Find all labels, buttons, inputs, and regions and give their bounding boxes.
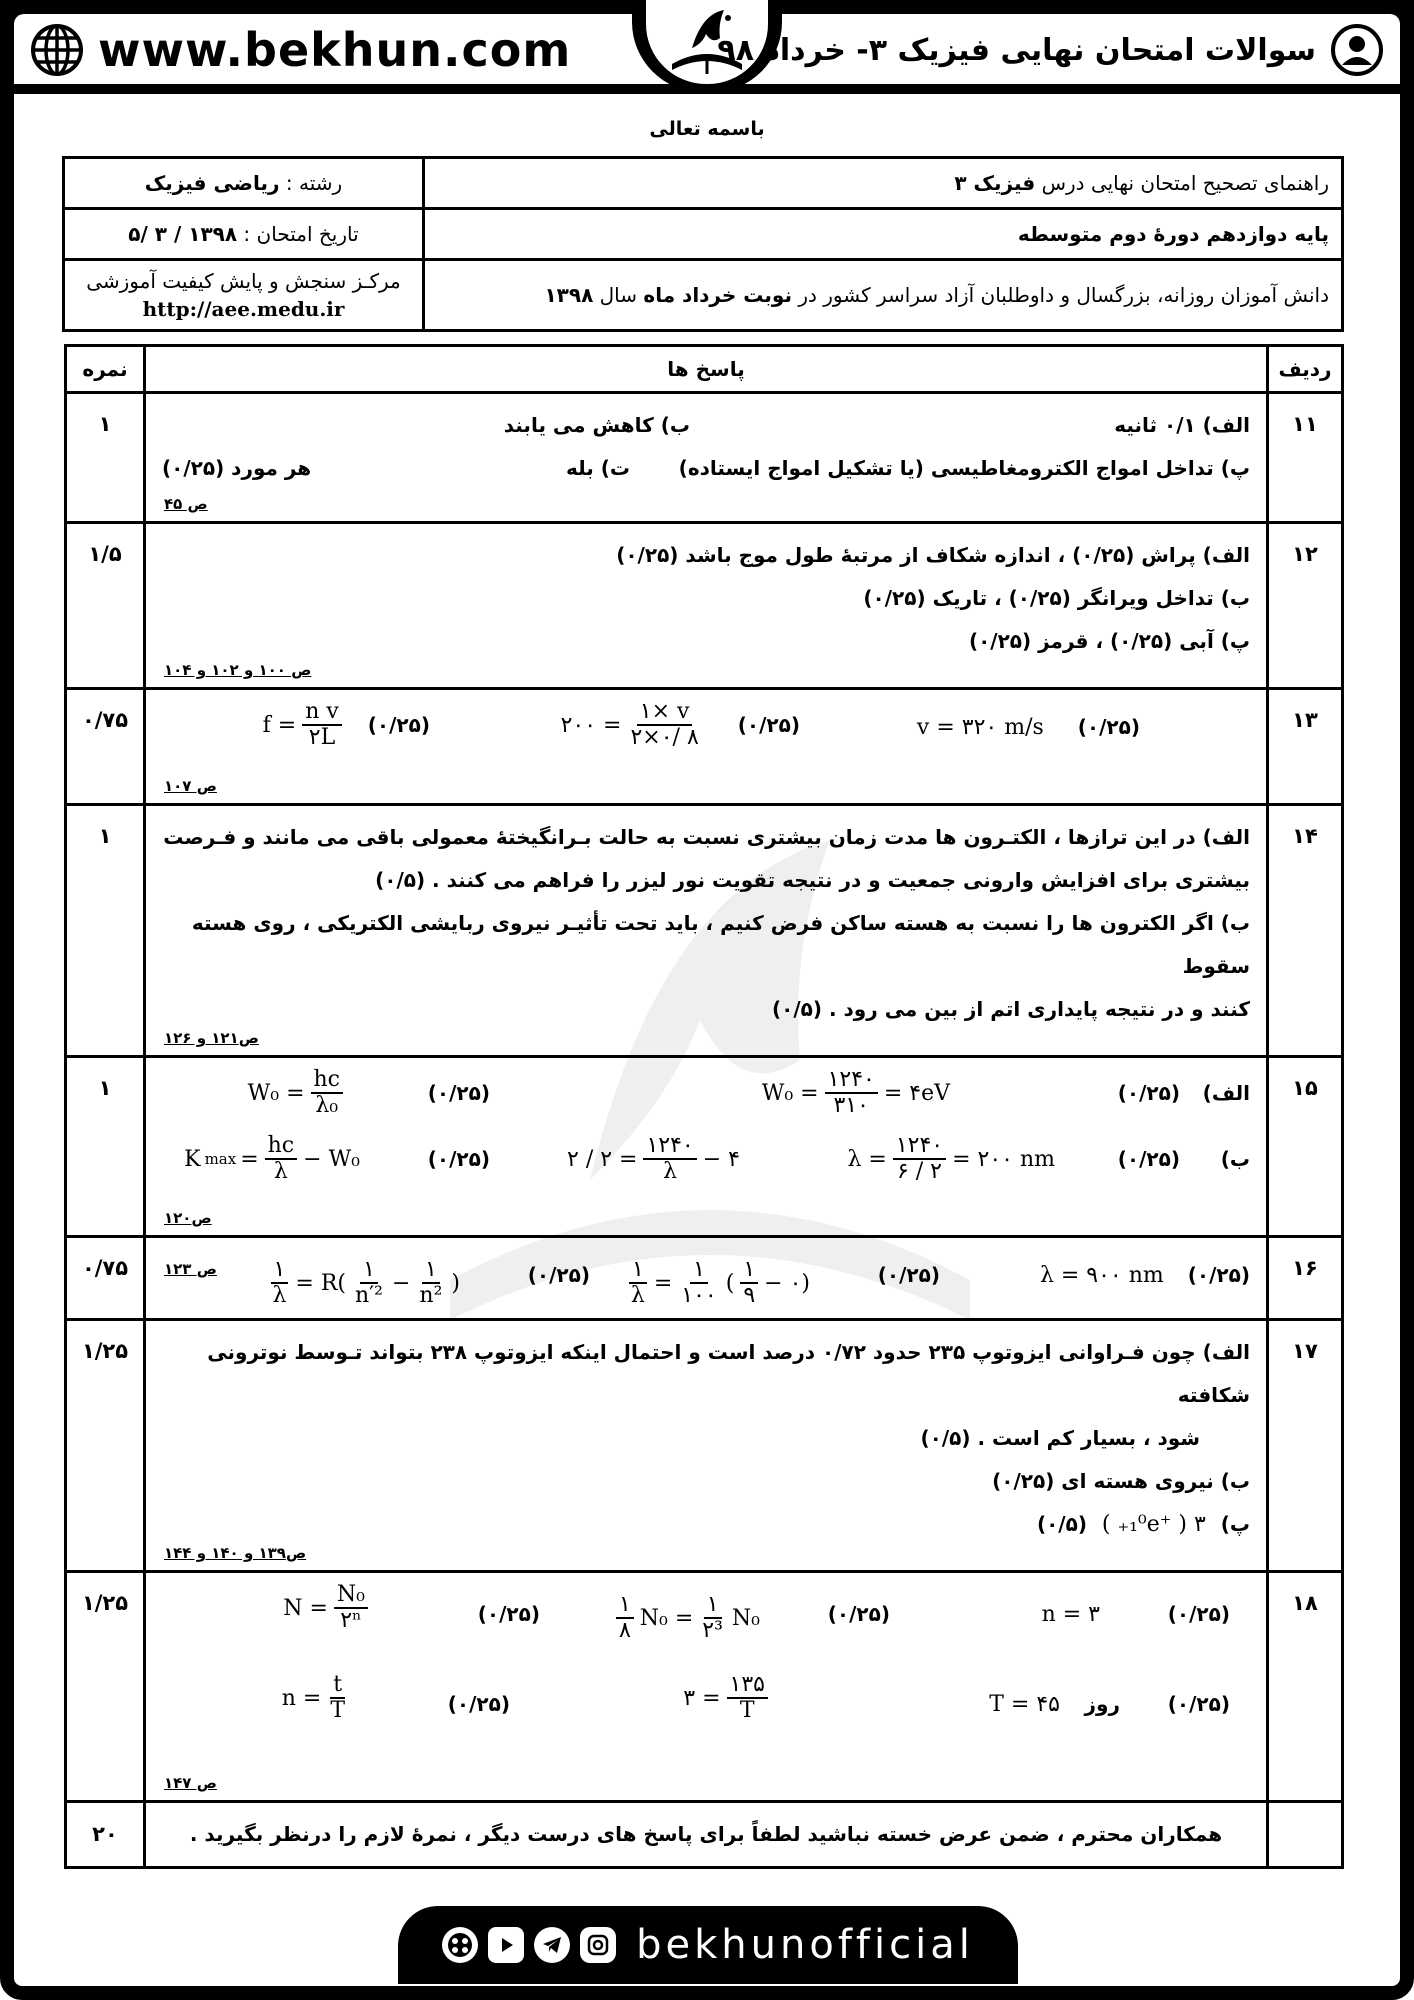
- date-value: ۱۳۹۸ / ۳ /۵: [128, 222, 238, 246]
- q14-line4: کنند و در نتیجه پایداری اتم از بین می رود . (۰/۵): [772, 997, 1250, 1021]
- q15-w1-num: hc: [311, 1068, 344, 1094]
- q16-s-eq: =: [653, 1270, 673, 1296]
- q18-n2-den2: ۲³: [702, 1618, 723, 1643]
- guide-prefix: راهنمای تصحیح امتحان نهایی درس: [1035, 171, 1329, 195]
- points: (۰/۲۵): [1187, 1263, 1250, 1287]
- page-ref: ص۱۳۹ و ۱۴۰ و ۱۴۴: [164, 1544, 307, 1562]
- q16-s-rest: − ۰): [764, 1270, 810, 1296]
- q15-e-lhs: ۲ / ۲ =: [567, 1146, 638, 1172]
- points: (۰/۲۵): [427, 1081, 490, 1105]
- session-text: نوبت خرداد ماه: [643, 283, 792, 307]
- q15-k-num: hc: [265, 1134, 298, 1160]
- points: (۰/۲۵): [527, 1263, 590, 1287]
- youtube-icon[interactable]: [488, 1927, 524, 1963]
- total-score: ۲۰: [66, 1802, 145, 1868]
- row-score: ۱: [66, 393, 145, 523]
- q16-subst-formula: [626, 1258, 810, 1308]
- q18-n1-lhs: N =: [283, 1595, 328, 1621]
- guide-cell: [424, 158, 1343, 209]
- answers-table: [64, 344, 1344, 1869]
- q18-n2-num1: ۱: [616, 1593, 634, 1619]
- q18-t1-den: T: [330, 1698, 345, 1723]
- page-ref: ص۱۲۱ و ۱۲۶: [164, 1029, 259, 1047]
- page-ref: ص ۱۰۷: [164, 777, 217, 795]
- row-number: [1268, 1802, 1343, 1868]
- q18-t2-formula: [683, 1673, 770, 1723]
- page-ref: ص ۱۴۷: [164, 1774, 217, 1792]
- q12-a: الف) پراش (۰/۲۵) ، اندازه شکاف از مرتبهٔ طول موج باشد (۰/۲۵): [616, 543, 1250, 567]
- q18-n2-formula: [614, 1593, 760, 1643]
- q15-l-lhs: λ =: [847, 1146, 887, 1172]
- q13-m-num: ۱× v: [637, 700, 693, 726]
- grade-cell: [424, 209, 1343, 260]
- table-row: [66, 805, 1343, 1057]
- exam-title: [717, 20, 1384, 80]
- q12-b: ب) تداخل ویرانگر (۰/۲۵) ، تاریک (۰/۲۵): [863, 586, 1250, 610]
- q11-p: پ) تداخل امواج الکترومغاطیسی (یا تشکیل امواج ایستاده): [678, 456, 1250, 480]
- q15-l-rhs: = ۲۰۰ nm: [952, 1146, 1055, 1172]
- q18-n2-num2: ۱: [704, 1593, 722, 1619]
- q15-kmax-formula: [184, 1134, 360, 1184]
- students-cell: [424, 260, 1343, 331]
- q13-m-lhs: ۲۰۰ =: [560, 712, 622, 738]
- q18-t3: T = ۴۵: [989, 1692, 1060, 1717]
- q15-w2-num: ۱۲۴۰: [825, 1068, 878, 1094]
- row-number: ۱۵: [1268, 1057, 1343, 1237]
- q15-energy-formula: [567, 1134, 740, 1184]
- q15-w1-formula: [248, 1068, 345, 1118]
- q16-r-mid: = R(: [295, 1270, 346, 1296]
- q13-m-den: ۲×۰/ ۸: [630, 725, 699, 750]
- row-number: ۱۳: [1268, 689, 1343, 805]
- page-ref: ص ۱۰۰ و ۱۰۲ و ۱۰۴: [164, 661, 312, 679]
- answer-cell: [145, 1320, 1268, 1572]
- q16-lambda: [1040, 1254, 1250, 1297]
- table-row: [66, 1057, 1343, 1237]
- q15-e-num: ۱۲۴۰: [643, 1134, 696, 1160]
- row-score: ۰/۷۵: [66, 1237, 145, 1320]
- q14-line1: الف) در این ترازها ، الکتـرون ها مدت زمان بیشتری نسبت به حالت بـرانگیختهٔ معمولی باقی می مانند و فـرصت: [163, 825, 1250, 849]
- year-prefix: سال: [593, 283, 644, 307]
- points: (۰/۲۵): [1117, 1147, 1180, 1171]
- q11-each: هر مورد (۰/۲۵): [162, 456, 312, 480]
- answer-cell: [145, 523, 1268, 689]
- header-divider: [14, 86, 1400, 94]
- aparat-icon[interactable]: [442, 1927, 478, 1963]
- q16-s-open: (: [725, 1270, 735, 1296]
- field-cell: [64, 158, 424, 209]
- q16-s-num1: ۱: [629, 1258, 647, 1284]
- q13-f-num: n v: [302, 700, 342, 726]
- points: (۰/۵): [1036, 1512, 1087, 1536]
- points: (۰/۲۵): [1077, 715, 1140, 739]
- q14-line2: بیشتری برای افزایش وارونی جمعیت و در نتیجه تقویت نور لیزر را فراهم می کنند . (۰/۵): [375, 868, 1250, 892]
- instagram-icon[interactable]: [580, 1927, 616, 1963]
- q15-w2-den: ۳۱۰: [833, 1093, 869, 1118]
- q16-s-den3: ۹: [743, 1283, 756, 1308]
- answer-cell: [145, 1057, 1268, 1237]
- table-row: [66, 393, 1343, 523]
- globe-icon: [30, 23, 84, 77]
- q15-k-sub: max: [204, 1149, 237, 1168]
- q18-n3: n = ۳: [1041, 1602, 1100, 1627]
- q15-w1-lhs: W₀ =: [247, 1080, 305, 1106]
- q13-v-formula: [917, 706, 1140, 749]
- date-cell: [64, 209, 424, 260]
- q13-f-formula: [263, 700, 430, 750]
- q15-e-rhs: − ۴: [702, 1146, 740, 1172]
- q16-l: λ = ۹۰۰ nm: [1039, 1263, 1164, 1288]
- exam-title-text: سوالات امتحان نهایی فیزیک ۳- خرداد ۹۸: [717, 32, 1316, 68]
- row-score: ۱/۲۵: [66, 1320, 145, 1572]
- points: (۰/۲۵): [477, 1602, 540, 1626]
- q16-s-den2: ۱۰۰: [681, 1283, 717, 1308]
- q11-a: الف) ۰/۱ ثانیه: [1114, 413, 1250, 437]
- q15-w2-formula: [762, 1068, 950, 1118]
- q18-n2-rhs: N₀: [731, 1605, 760, 1631]
- q18-n1-num: N₀: [334, 1583, 368, 1609]
- q18-n2-den1: ۸: [618, 1618, 631, 1643]
- q15-l-den: ۶ / ۲: [896, 1159, 942, 1184]
- q18-n1-formula: [283, 1583, 370, 1633]
- site-url[interactable]: www.bekhun.com: [98, 23, 572, 77]
- q18-t2-num: ۱۳۵: [727, 1673, 768, 1699]
- q16-r-close: ): [451, 1270, 460, 1296]
- students-prefix: دانش آموزان روزانه، بزرگسال و داوطلبان آزاد سراسر کشور در: [791, 283, 1329, 307]
- q18-n1-den: ۲ⁿ: [340, 1608, 362, 1633]
- row-score: ۱: [66, 1057, 145, 1237]
- q16-r-num1: ۱: [271, 1258, 289, 1284]
- q13-middle-formula: [561, 700, 800, 750]
- answer-cell: [145, 1237, 1268, 1320]
- q13-v: v = ۳۲۰ m/s: [916, 715, 1044, 740]
- q11-b: ب) کاهش می یابند: [503, 413, 690, 437]
- row-number: ۱۷: [1268, 1320, 1343, 1572]
- q18-t1-formula: [282, 1673, 350, 1723]
- footer-bar: [398, 1906, 1018, 1984]
- q12-p: پ) آبی (۰/۲۵) ، قرمز (۰/۲۵): [968, 629, 1250, 653]
- telegram-icon[interactable]: [534, 1927, 570, 1963]
- q15-a-label: الف): [1202, 1081, 1250, 1105]
- q15-l-num: ۱۲۴۰: [893, 1134, 946, 1160]
- q16-rydberg-formula: [267, 1258, 460, 1308]
- row-number: ۱۶: [1268, 1237, 1343, 1320]
- center-cell: [64, 260, 424, 331]
- q15-k-lhs: K: [184, 1146, 201, 1172]
- table-row: [66, 1572, 1343, 1802]
- points: (۰/۲۵): [737, 712, 800, 737]
- social-handle[interactable]: bekhunofficial: [636, 1922, 974, 1968]
- q15-lambda-formula: [847, 1134, 1055, 1184]
- row-number: ۱۲: [1268, 523, 1343, 689]
- table-row: [66, 689, 1343, 805]
- q17-line4: [162, 1503, 1250, 1546]
- q16-s-num3: ۱: [740, 1258, 758, 1284]
- row-number: ۱۱: [1268, 393, 1343, 523]
- row-score: ۰/۷۵: [66, 689, 145, 805]
- q15-w1-den: λ₀: [315, 1093, 339, 1118]
- field-value: ریاضی فیزیک: [144, 171, 280, 195]
- year-text: ۱۳۹۸: [544, 283, 594, 307]
- table-row: [66, 1237, 1343, 1320]
- q17-p-label: پ): [1220, 1512, 1250, 1536]
- center-name: مرکـز سنجش و پایش کیفیت آموزشی: [86, 269, 401, 293]
- table-row: [66, 523, 1343, 689]
- q16-r-den1: λ: [272, 1283, 287, 1308]
- q15-k-den: λ: [273, 1159, 288, 1184]
- answer-cell: [145, 689, 1268, 805]
- points: (۰/۲۵): [427, 1147, 490, 1171]
- date-label: تاریخ امتحان :: [237, 222, 359, 246]
- q18-t2-den: T: [739, 1698, 755, 1723]
- q16-r-den3: n²: [419, 1283, 443, 1308]
- q16-s-den1: λ: [630, 1283, 645, 1308]
- q16-r-minus: −: [391, 1270, 411, 1296]
- page-ref: ص ۱۲۳: [164, 1260, 217, 1278]
- q15-k-eq: =: [240, 1146, 259, 1172]
- page-ref: ص۱۲۰: [164, 1209, 212, 1227]
- exam-info-table: [62, 156, 1344, 332]
- q16-r-num3: ۱: [422, 1258, 440, 1284]
- points: (۰/۲۵): [447, 1692, 510, 1716]
- user-icon: [1330, 23, 1384, 77]
- q18-n2-mid: N₀ =: [639, 1605, 694, 1631]
- q15-k-rhs: − W₀: [303, 1146, 360, 1172]
- table-row: [66, 1802, 1343, 1868]
- q18-t3-unit: روز: [1084, 1692, 1120, 1716]
- answer-cell: [145, 393, 1268, 523]
- q17-line2: شود ، بسیار کم است . (۰/۵): [920, 1426, 1200, 1450]
- guide-course: فیزیک ۳: [954, 171, 1036, 195]
- q15-e-den: λ: [663, 1159, 678, 1184]
- answer-cell: [145, 805, 1268, 1057]
- grade-text: پایه دوازدهم دورهٔ دوم متوسطه: [1017, 222, 1329, 246]
- row-number: ۱۸: [1268, 1572, 1343, 1802]
- col-answers-header: پاسخ ها: [145, 346, 1268, 393]
- q15-w2-rhs: = ۴eV: [883, 1080, 950, 1106]
- points: (۰/۲۵): [1167, 1602, 1230, 1626]
- q13-f-den: ۲L: [308, 725, 336, 750]
- q15-w2-lhs: W₀ =: [761, 1080, 819, 1106]
- table-row: [66, 1320, 1343, 1572]
- col-row-header: ردیف: [1268, 346, 1343, 393]
- row-score: ۱/۵: [66, 523, 145, 689]
- q11-t: ت) بله: [565, 456, 630, 480]
- points: (۰/۲۵): [877, 1263, 940, 1287]
- points: (۰/۲۵): [1167, 1692, 1230, 1716]
- row-score: ۱/۲۵: [66, 1572, 145, 1802]
- center-url[interactable]: http://aee.medu.ir: [142, 297, 345, 321]
- page-heading: باسمه تعالی: [649, 118, 765, 140]
- q16-r-den2: n′²: [354, 1283, 383, 1308]
- q16-r-num2: ۱: [360, 1258, 378, 1284]
- q17-line1: الف) چون فـراوانی ایزوتوپ ۲۳۵ حدود ۰/۷۲ درصد است و احتمال اینکه ایزوتوپ ۲۳۸ بتواند تـوسط نوترونی شکافته: [207, 1340, 1250, 1407]
- q16-s-num2: ۱: [690, 1258, 708, 1284]
- q14-line3: ب) اگر الکترون ها را نسبت به هسته ساکن فرض کنیم ، باید تحت تأثیـر نیروی ربایشی الکتریکی ، روی هسته سقوط: [191, 911, 1250, 978]
- points: (۰/۲۵): [367, 712, 430, 737]
- q18-t2-lhs: ۳ =: [683, 1685, 721, 1711]
- q17-positron: ( ₊₁⁰e⁺ ) ۳: [1101, 1512, 1206, 1537]
- points: (۰/۲۵): [1117, 1081, 1180, 1105]
- row-number: ۱۴: [1268, 805, 1343, 1057]
- col-score-header: نمره: [66, 346, 145, 393]
- q13-f-lhs: f =: [262, 712, 297, 738]
- q17-line3: ب) نیروی هسته ای (۰/۲۵): [992, 1469, 1250, 1493]
- field-label: رشته :: [279, 171, 343, 195]
- q18-t1-lhs: n =: [281, 1685, 322, 1711]
- q15-b-label: ب): [1220, 1147, 1250, 1171]
- final-note: همکاران محترم ، ضمن عرض خسته نباشید لطفاً برای پاسخ های درست دیگر ، نمرهٔ لازم را درنظر بگیرید .: [145, 1802, 1268, 1868]
- points: (۰/۲۵): [827, 1602, 890, 1626]
- answer-cell: [145, 1572, 1268, 1802]
- site-link[interactable]: [30, 20, 571, 80]
- q18-t1-num: t: [330, 1673, 345, 1699]
- row-score: ۱: [66, 805, 145, 1057]
- page-ref: ص ۴۵: [164, 495, 208, 513]
